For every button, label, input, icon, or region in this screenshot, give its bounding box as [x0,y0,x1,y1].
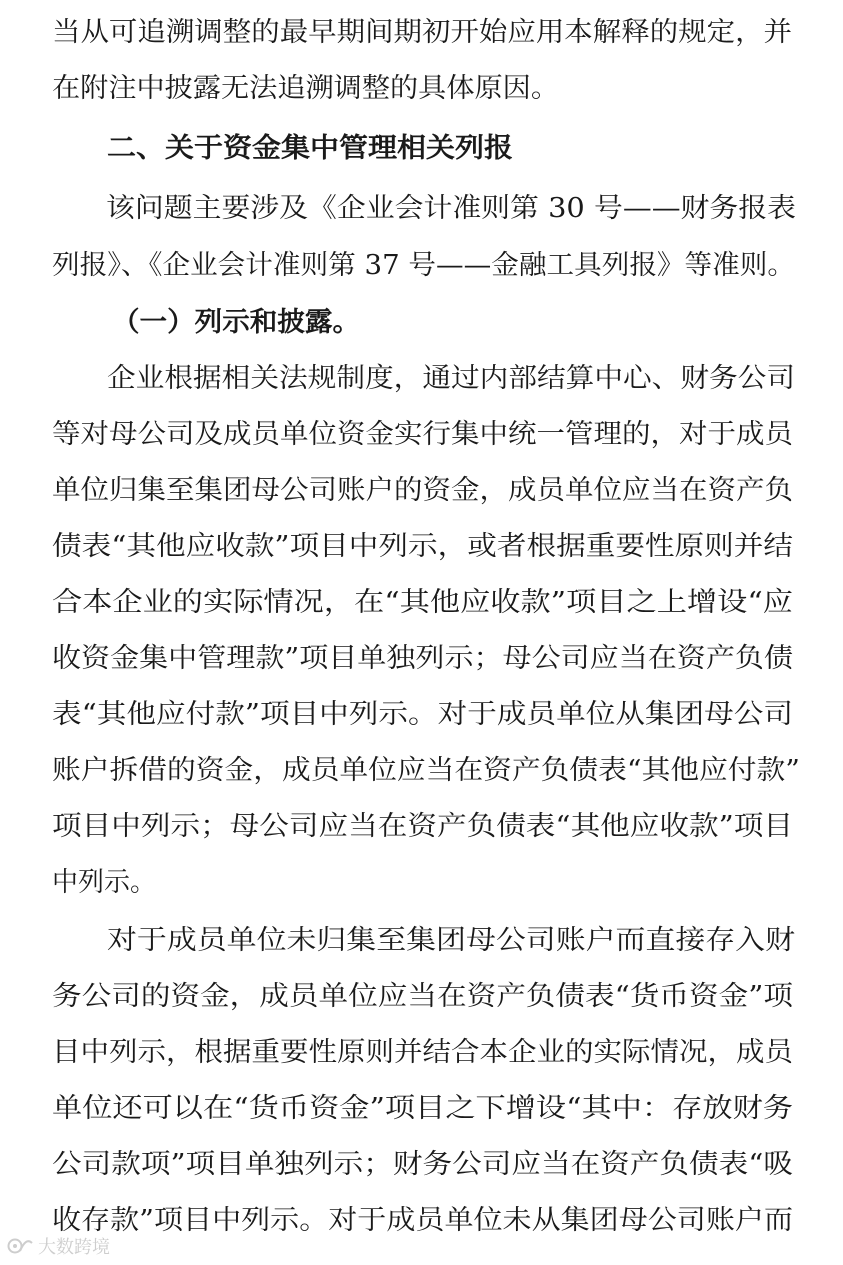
text-line: 中列示。 [52,867,156,898]
text-line: 等对母公司及成员单位资金实行集中统一管理的，对于成员 [52,419,793,450]
watermark [6,1232,110,1260]
text-line: 单位归集至集团母公司账户的资金，成员单位应当在资产负 [52,475,793,506]
text-line: 目中列示，根据重要性原则并结合本企业的实际情况，成员 [52,1037,793,1068]
text-line: 项目中列示；母公司应当在资产负债表“其他应收款”项目 [52,811,793,842]
watermark-text: 大数跨境 [38,1237,110,1258]
text-line: 企业根据相关法规制度，通过内部结算中心、财务公司 [107,363,795,394]
text-line: 账户拆借的资金，成员单位应当在资产负债表“其他应付款” [52,755,800,786]
text-line: 收资金集中管理款”项目单独列示；母公司应当在资产负债 [52,643,793,674]
section-heading: 二、关于资金集中管理相关列报 [107,133,513,164]
text-line: 务公司的资金，成员单位应当在资产负债表“货币资金”项 [52,981,793,1012]
brand-logo-icon [6,1235,34,1257]
text-line: 对于成员单位未归集至集团母公司账户而直接存入财 [107,925,795,956]
text-line: 单位还可以在“货币资金”项目之下增设“其中：存放财务 [52,1093,793,1124]
text-line: 收存款”项目中列示。对于成员单位未从集团母公司账户而 [52,1205,793,1236]
text-line: 公司款项”项目单独列示；财务公司应当在资产负债表“吸 [52,1149,793,1180]
text-line: 合本企业的实际情况，在“其他应收款”项目之上增设“应 [52,587,793,618]
text-line: 债表“其他应收款”项目中列示，或者根据重要性原则并结 [52,531,793,562]
text-line: 列报》、《企业会计准则第 37 号——金融工具列报》等准则。 [52,250,795,281]
text-line: 表“其他应付款”项目中列示。对于成员单位从集团母公司 [52,699,793,730]
text-line: 在附注中披露无法追溯调整的具体原因。 [52,73,559,104]
sub-heading: （一）列示和披露。 [112,307,360,338]
text-line: 该问题主要涉及《企业会计准则第 30 号——财务报表 [106,193,797,224]
text-line: 当从可追溯调整的最早期间期初开始应用本解释的规定，并 [52,17,792,48]
